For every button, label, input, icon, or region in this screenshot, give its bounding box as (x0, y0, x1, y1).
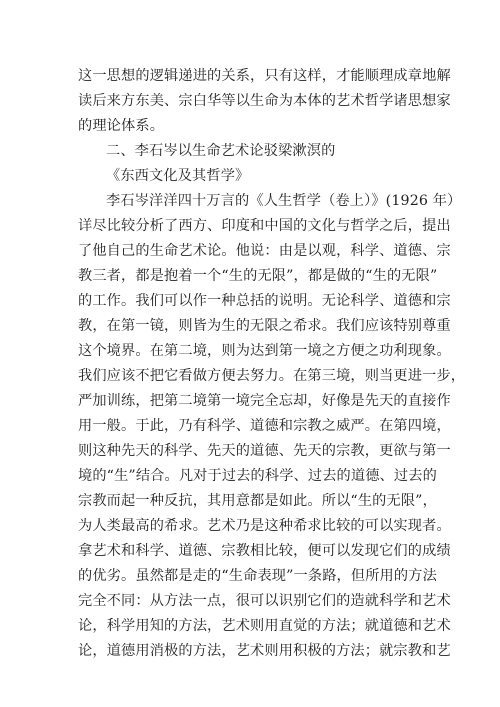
section-heading-line-1: 二、李石岑以生命艺术论驳梁漱溟的 (106, 143, 336, 159)
text-line-22: 完全不同：从方法一点，很可以识别它们的造就科学和艺术 (78, 593, 451, 609)
text-line-7: 详尽比较分析了西方、印度和中国的文化与哲学之后，提出 (78, 218, 451, 234)
text-line-10: 的工作。我们可以作一种总括的说明。无论科学、道德和宗 (78, 293, 451, 309)
text-line-24: 论，道德用消极的方法，艺术则用积极的方法；就宗教和艺 (78, 643, 451, 659)
text-line-1: 这一思想的逻辑递进的关系，只有这样，才能顺理成章地解 (78, 68, 451, 84)
text-line-16: 则这种先天的科学、先天的道德、先天的宗教，更欲与第一 (78, 443, 451, 459)
text-line-9: 教三者，都是抱着一个“生的无限”，都是做的“生的无限” (78, 268, 438, 284)
text-line-19: 为人类最高的希求。艺术乃是这种希求比较的可以实现者。 (78, 518, 451, 534)
text-line-20: 拿艺术和科学、道德、宗教相比较，便可以发现它们的成绩 (78, 543, 451, 559)
text-line-23: 论，科学用知的方法，艺术则用直觉的方法；就道德和艺术 (78, 618, 451, 634)
text-line-2: 读后来方东美、宗白华等以生命为本体的艺术哲学诸思想家 (78, 93, 451, 109)
text-line-8: 了他自己的生命艺术论。他说：由是以观，科学、道德、宗 (78, 243, 451, 259)
text-line-3: 的理论体系。 (78, 118, 165, 134)
text-line-18: 宗教而起一种反抗，其用意都是如此。所以“生的无限”， (78, 493, 437, 509)
text-line-12: 这个境界。在第二境，则为达到第一境之方便之功利现象。 (78, 343, 451, 359)
text-line-14: 严加训练，把第二境第一境完全忘却，好像是先天的直接作 (78, 393, 451, 409)
text-line-13: 我们应该不把它看做方便去努力。在第三境，则当更进一步， (78, 368, 466, 384)
text-line-15: 用一般。于此，乃有科学、道德和宗教之威严。在第四境， (78, 418, 451, 434)
text-line-21: 的优劣。虽然都是走的“生命表现”一条路，但所用的方法 (78, 568, 437, 584)
text-line-11: 教，在第一镜，则皆为生的无限之希求。我们应该特别尊重 (78, 318, 451, 334)
section-heading-line-2: 《东西文化及其哲学》 (106, 168, 250, 184)
text-line-6: 李石岑洋洋四十万言的《人生哲学（卷上）》(1926 年） (106, 193, 462, 209)
text-line-17: 境的“生”结合。凡对于过去的科学、过去的道德、过去的 (78, 468, 437, 484)
